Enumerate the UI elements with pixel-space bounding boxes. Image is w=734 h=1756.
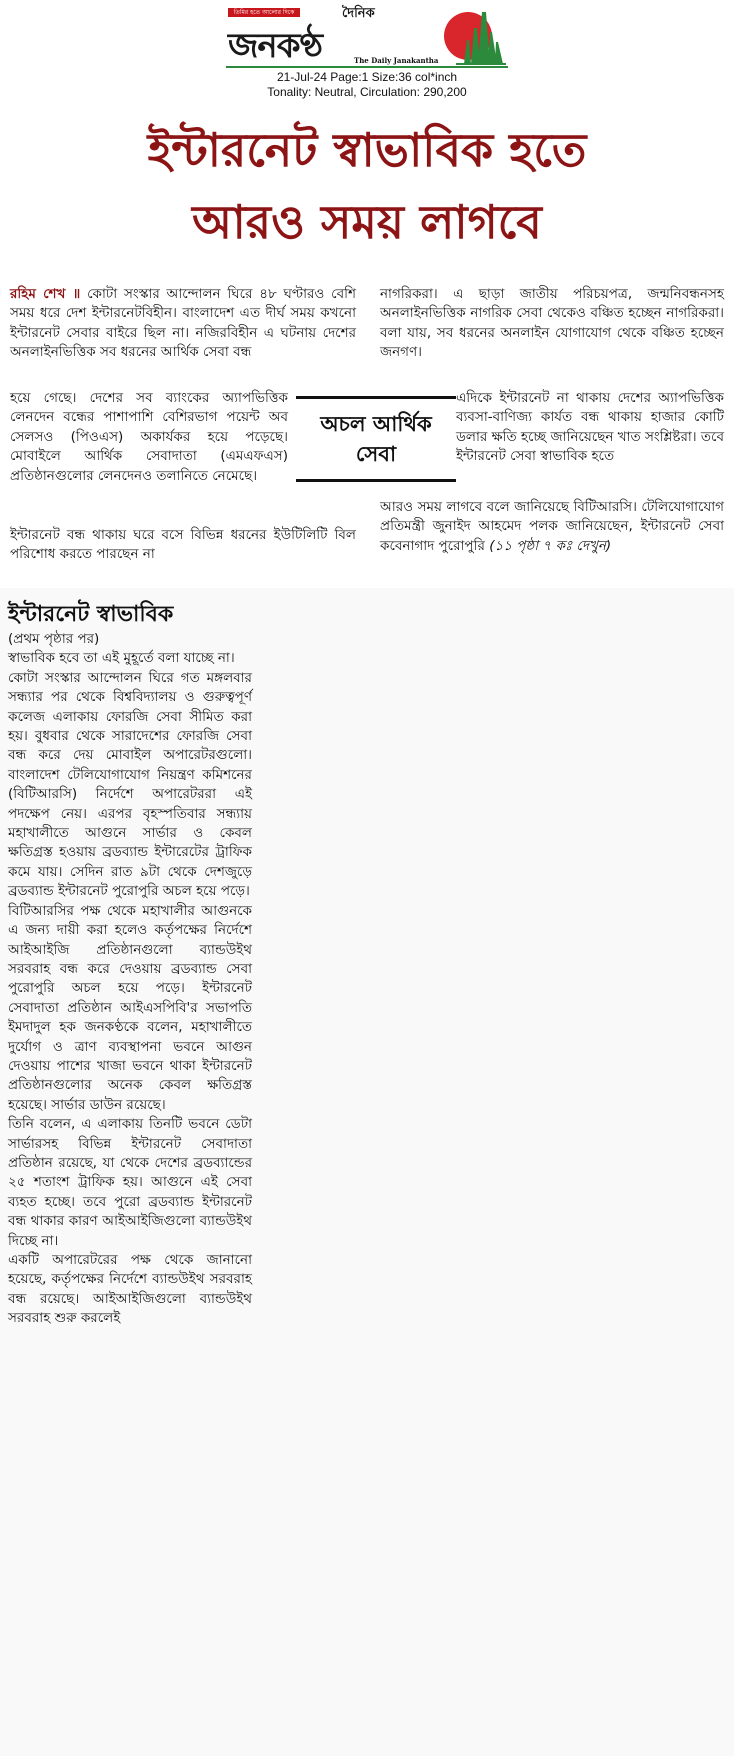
column-2-top-text: নাগরিকরা। এ ছাড়া জাতীয় পরিচয়পত্র, জন্মনিবন্ধনসহ অনলাইনভিত্তিক নাগরিক সেবা থেকেও বঞ্চিত হচ্ছেন নাগরিকরা। বলা যায়, সব ধরনের অনলাইন যোগাযোগ থেকে বঞ্চিত হচ্ছেন জনগণ। [380, 286, 724, 361]
continuation-title: ইন্টারনেট স্বাভাবিক [8, 602, 174, 627]
meta-date-page-size: 21-Jul-24 Page:1 Size:36 col*inch [276, 70, 458, 84]
headline [20, 114, 714, 258]
column-2-bottom-text [380, 498, 724, 556]
martyrs-monument-logo-icon [442, 6, 508, 66]
meta-tonality-circulation: Tonality: Neutral, Circulation: 290,200 [267, 85, 467, 99]
masthead-english-name: The Daily Janakantha [354, 56, 439, 65]
continuation-paragraph-1: স্বাভাবিক হবে তা এই মুহূর্তে বলা যাচ্ছে না। [8, 650, 235, 667]
continuation-column [8, 600, 252, 1329]
jump-reference: (১১ পৃষ্ঠা ৭ কঃ দেখুন) [489, 537, 612, 554]
pull-quote [296, 396, 456, 482]
column-2-middle-text: এদিকে ইন্টারনেট না থাকায় দেশের অ্যাপভিত্তিক ব্যবসা-বাণিজ্য কার্যত বন্ধ থাকায় হাজার কোটি ডলার ক্ষতি হচ্ছে জানিয়েছেন খাত সংশ্লিষ্টরা। তবে ইন্টারনেট সেবা স্বাভাবিক হতে [456, 390, 724, 465]
continuation-paragraph-2: কোটা সংস্কার আন্দোলন ঘিরে গত মঙ্গলবার সন্ধ্যার পর থেকে বিশ্ববিদ্যালয় ও গুরুত্বপূর্ণ কলেজ এলাকায় ফোরজি সেবা সীমিত করা হয়। বুধবার থেকে সারাদেশের ফোরজি সেবা বন্ধ করে দেয় মোবাইল অপারেটরগুলো। বাংলাদেশ টেলিযোগাযোগ নিয়ন্ত্রণ কমিশনের (বিটিআরসি) নির্দেশে অপারেটররা এই পদক্ষেপ নেয়। এরপর বৃহস্পতিবার সন্ধ্যায় মহাখালীতে আগুনে সার্ভার ও কেবল ক্ষতিগ্রস্ত হওয়ায় ব্রডব্যান্ড ইন্টারেটের ট্রাফিক কমে যায়। সেদিন রাত ৯টা থেকে দেশজুড়ে ব্রডব্যান্ড ইন্টারনেট পুরোপুরি অচল হয়ে পড়ে। [8, 669, 252, 900]
clipping-meta [226, 70, 508, 100]
headline-line-1: ইন্টারনেট স্বাভাবিক হতে [147, 123, 587, 177]
pull-quote-line-1: অচল আর্থিক [320, 412, 432, 436]
continuation-paragraph-3: বিটিআরসির পক্ষ থেকে মহাখালীর আগুনকে এ জন্য দায়ী করা হলেও কর্তৃপক্ষের নির্দেশে আইআইজি প্রতিষ্ঠানগুলো ব্যান্ডউইথ সরবরাহ বন্ধ করে দেওয়ায় ব্রডব্যান্ড সেবা পুরোপুরি অচল হয়ে পড়ে। ইন্টারনেট সেবাদাতা প্রতিষ্ঠান আইএসপিবি'র সভাপতি ইমদাদুল হক জনকণ্ঠকে বলেন, মহাখালীতে দুর্যোগ ও ত্রাণ ব্যবস্থাপনা ভবনে আগুন দেওয়ায় পাশের খাজা ভবনে থাকা ইন্টারনেট প্রতিষ্ঠানগুলোর অনেক কেবল ক্ষতিগ্রস্ত হয়েছে। সার্ভার ডাউন রয়েছে। [8, 902, 252, 1113]
masthead-tagline: তিমির হতে আলোর দিকে [228, 8, 300, 17]
lead-tail-text: ইন্টারনেট বন্ধ থাকায় ঘরে বসে বিভিন্ন ধরনের ইউটিলিটি বিল পরিশোধ করতে পারছেন না [10, 527, 356, 563]
masthead [226, 4, 508, 68]
headline-line-2: আরও সময় লাগবে [192, 195, 542, 249]
continuation-source-note: (প্রথম পৃষ্ঠার পর) [8, 631, 100, 647]
masthead-rule [226, 66, 508, 68]
column-2-bottom-body: আরও সময় লাগবে বলে জানিয়েছে বিটিআরসি। টেলিযোগাযোগ প্রতিমন্ত্রী জুনাইদ আহমেদ পলক জানিয়েছেন, ইন্টারনেট সেবা কবেনাগাদ পুরোপুরি [380, 499, 724, 554]
lead-middle-text: হয়ে গেছে। দেশের সব ব্যাংকের অ্যাপভিত্তিক লেনদেন বন্ধের পাশাপাশি বেশিরভাগ পয়েন্ট অব সেলসও (পিওএস) অকার্যকর হয়ে পড়েছে। মোবাইলে আর্থিক সেবাদাতা (এমএফএস) প্রতিষ্ঠানগুলোর লেনদেনও তলানিতে নেমেছে। [10, 390, 288, 484]
pull-quote-line-2: সেবা [355, 442, 397, 466]
lead-paragraph [10, 285, 356, 363]
author-byline: রহিম শেখ ॥ [10, 286, 81, 302]
continuation-paragraph-5: একটি অপারেটরের পক্ষ থেকে জানানো হয়েছে, কর্তৃপক্ষের নির্দেশে ব্যান্ডউইথ সরবরাহ বন্ধ রয়েছে। আইআইজিগুলো ব্যান্ডউইথ সরবরাহ শুরু করলেই [8, 1252, 252, 1327]
masthead-name: জনকণ্ঠ [228, 26, 323, 66]
lead-text: কোটা সংস্কার আন্দোলন ঘিরে ৪৮ ঘণ্টারও বেশি সময় ধরে দেশ ইন্টারনেটবিহীন। বাংলাদেশ এত দীর্ঘ সময় কখনো ইন্টারনেট সেবার বাইরে ছিল না। নজিরবিহীন এ ঘটনায় দেশের অনলাইনভিত্তিক সব ধরনের আর্থিক সেবা বন্ধ [10, 286, 356, 361]
masthead-sub-name: দৈনিক [342, 6, 375, 21]
continuation-paragraph-4: তিনি বলেন, এ এলাকায় তিনটি ভবনে ডেটা সার্ভারসহ বিভিন্ন ইন্টারনেট সেবাদাতা প্রতিষ্ঠান রয়েছে, যা থেকে দেশের ব্রডব্যান্ডের ২৫ শতাংশ ট্রাফিক হয়। আগুনে এই সেবা ব্যহত হচ্ছে। তবে পুরো ব্রডব্যান্ড ইন্টারনেট বন্ধ থাকার কারণ আইআইজিগুলো ব্যান্ডউইথ দিচ্ছে না। [8, 1116, 252, 1249]
